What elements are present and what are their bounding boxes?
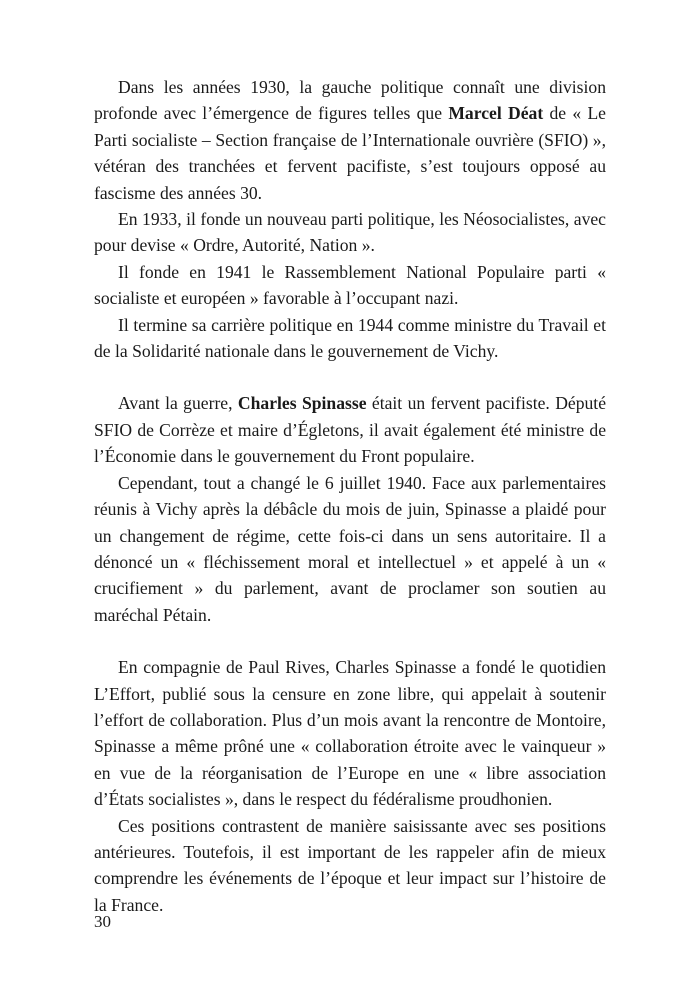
- paragraph: Cependant, tout a changé le 6 juillet 1940. Face aux parlementaires réunis à Vichy après la débâcle du mois de juin, Spinasse a plaidé pour un changement de régime, cette fois-ci dans un sens autoritaire. Il a dénoncé un « fléchissement moral et intellectuel » et appelé à un « crucifiement » du parlement, avant de proclamer son soutien au maréchal Pétain.: [94, 472, 606, 625]
- paragraph: Il fonde en 1941 le Rassemblement National Populaire parti « socialiste et européen » favorable à l’occupant nazi.: [94, 261, 606, 309]
- paragraph-text: Avant la guerre,: [118, 393, 238, 414]
- person-name-bold: Charles Spinasse: [237, 393, 367, 414]
- section-marcel-deat: [94, 74, 606, 364]
- section-gap: [94, 628, 606, 654]
- paragraph: En compagnie de Paul Rives, Charles Spinasse a fondé le quotidien L’Effort, publié sous la censure en zone libre, qui appelait à soutenir l’effort de collaboration. Plus d’un mois avant la rencontre de Montoire, Spinasse a même prôné une « collaboration étroite avec le vainqueur » en vue de la réorganisation de l’Europe en une « libre association d’États socialistes », dans le respect du fédéralisme proudhonien.: [94, 657, 606, 810]
- page-body: [94, 74, 606, 918]
- paragraph: Ces positions contrastent de manière saisissante avec ses positions antérieures. Toutefois, il est important de les rappeler afin de mieux comprendre les événements de l’époque et leur impact sur l’histoire de la France.: [94, 815, 606, 915]
- paragraph-text: Dans les années 1930, la gauche politique connaît une division profonde avec l’émergence de figures telles que: [94, 77, 606, 124]
- paragraph: Il termine sa carrière politique en 1944 comme ministre du Travail et de la Solidarité nationale dans le gouvernement de Vichy.: [94, 314, 606, 362]
- paragraph: En 1933, il fonde un nouveau parti politique, les Néosocialistes, avec pour devise « Ordre, Autorité, Nation ».: [94, 209, 606, 256]
- paragraph-text: de « Le Parti socialiste – Section française de l’Internationale ouvrière (SFIO) », vétéran des tranchées et fervent pacifiste, s’est toujours opposé au fascisme des années 30.: [94, 103, 606, 203]
- paragraph: [94, 74, 606, 206]
- section-gap: [94, 364, 606, 390]
- section-leffort: [94, 654, 606, 918]
- section-charles-spinasse: [94, 390, 606, 628]
- paragraph: [94, 390, 606, 469]
- paragraph-text: était un fervent pacifiste. Député SFIO de Corrèze et maire d’Égletons, il avait également été ministre de l’Économie dans le gouvernement du Front populaire.: [94, 393, 606, 467]
- person-name-bold: Marcel Déat: [448, 103, 544, 124]
- page-number: 30: [94, 912, 111, 931]
